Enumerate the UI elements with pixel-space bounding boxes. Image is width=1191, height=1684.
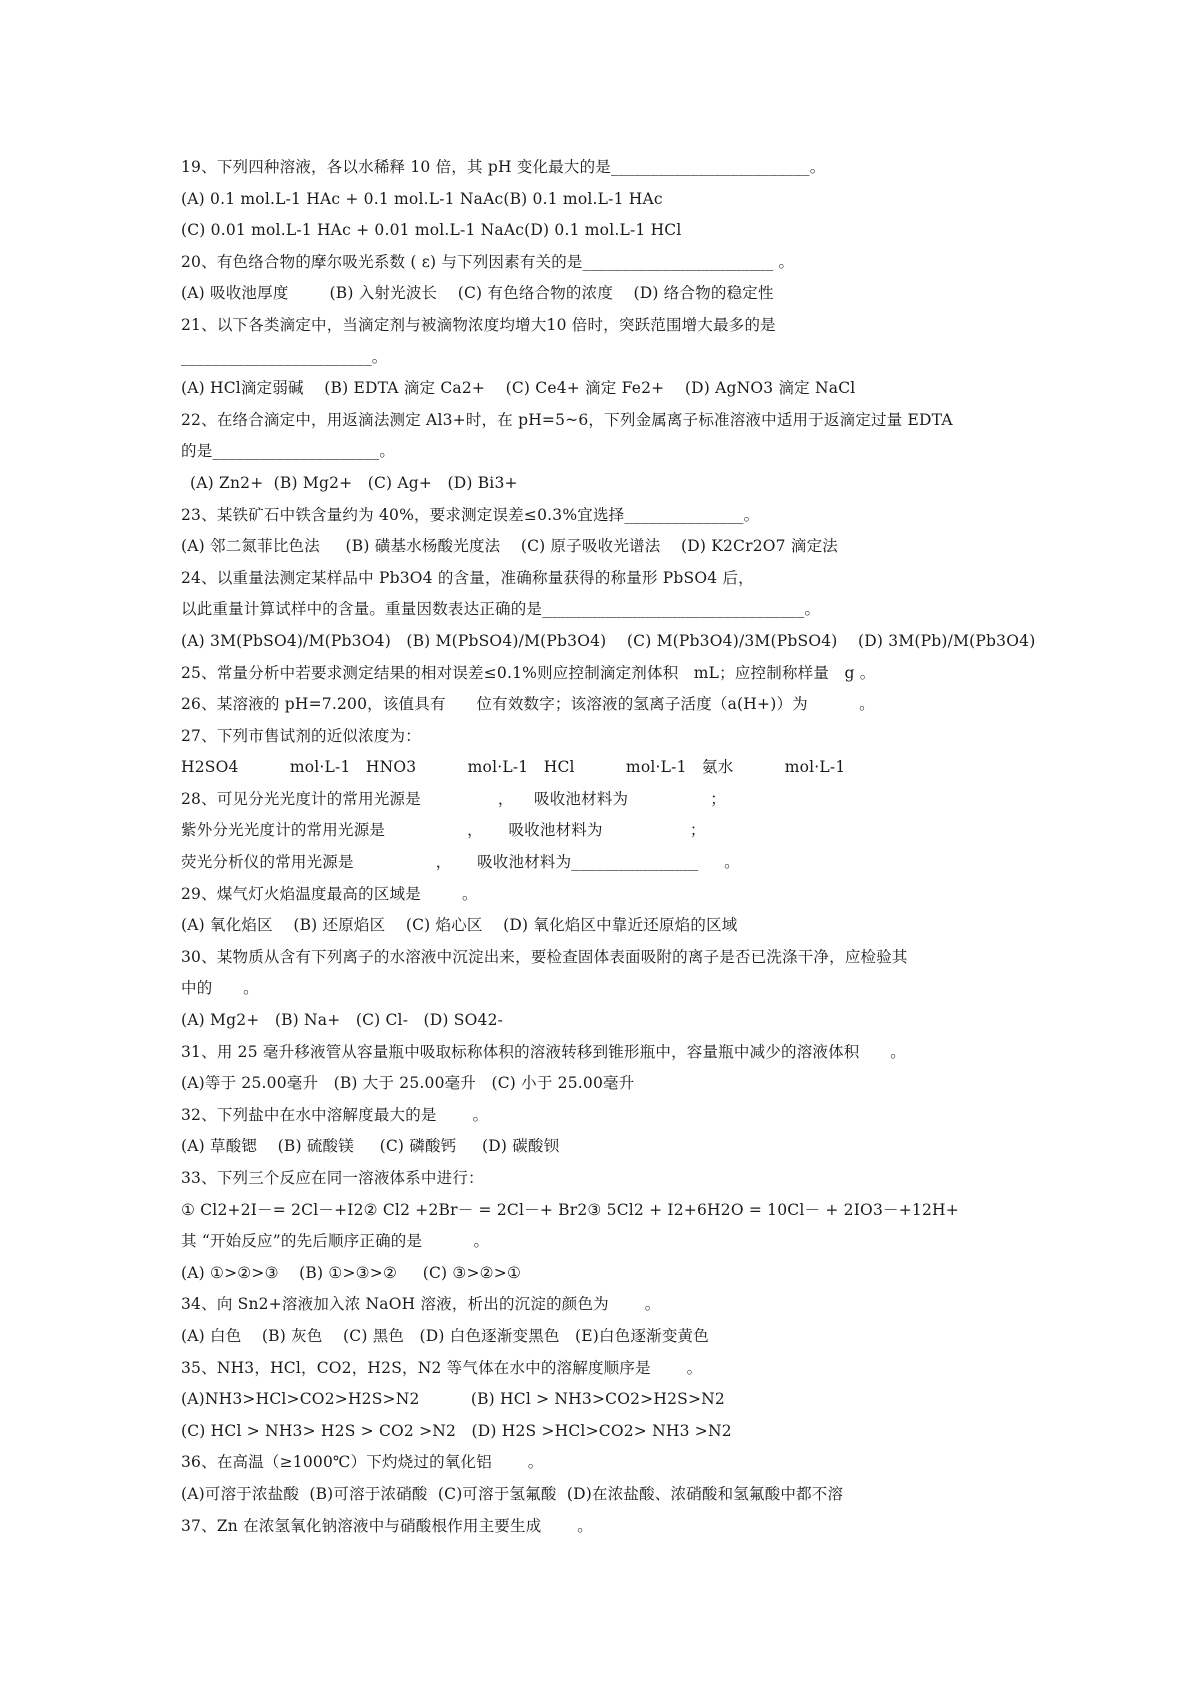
q32-options: (A) 草酸锶 (B) 硫酸镁 (C) 磷酸钙 (D) 碳酸钡 (181, 1137, 560, 1156)
q30-stem-cont: 中的 。 (181, 979, 259, 998)
q22-stem-cont: 的是_____________________。 (181, 442, 396, 461)
q36-options: (A)可溶于浓盐酸 (B)可溶于浓硝酸 (C)可溶于氢氟酸 (D)在浓盐酸、浓硝酸和氢氟酸中都不溶 (181, 1484, 844, 1503)
q19-options-cd: (C) 0.01 mol.L-1 HAc + 0.01 mol.L-1 NaAc(D) 0.1 mol.L-1 HCl (181, 221, 682, 240)
q23-options: (A) 邻二氮菲比色法 (B) 磺基水杨酸光度法 (C) 原子吸收光谱法 (D) K2Cr2O7 滴定法 (181, 537, 838, 556)
q35-stem: 35、NH3，HCl，CO2，H2S，N2 等气体在水中的溶解度顺序是 。 (181, 1358, 703, 1377)
q23-stem: 23、某铁矿石中铁含量约为 40%，要求测定误差≤0.3%宜选择_______________。 (181, 505, 760, 524)
q34-options: (A) 白色 (B) 灰色 (C) 黑色 (D) 白色逐渐变黑色 (E)白色逐渐变黄色 (181, 1326, 709, 1345)
q34-stem: 34、向 Sn2+溶液加入浓 NaOH 溶液，析出的沉淀的颜色为 。 (181, 1295, 661, 1314)
q31-stem: 31、用 25 毫升移液管从容量瓶中吸取标称体积的溶液转移到锥形瓶中，容量瓶中减少的溶液体积 。 (181, 1042, 906, 1061)
q22-stem: 22、在络合滴定中，用返滴法测定 Al3+时，在 pH=5~6，下列金属离子标准溶液中适用于返滴定过量 EDTA (181, 410, 953, 429)
q37-stem: 37、Zn 在浓氢氧化钠溶液中与硝酸根作用主要生成 。 (181, 1516, 593, 1535)
q35-options-ab: (A)NH3>HCl>CO2>H2S>N2 (B) HCl > NH3>CO2>H2S>N2 (181, 1390, 725, 1409)
q30-options: (A) Mg2+ (B) Na+ (C) Cl- (D) SO42- (181, 1011, 504, 1030)
q33-reactions: ① Cl2+2I－= 2Cl－+I2② Cl2 +2Br－ = 2Cl－+ Br2③ 5Cl2 + I2+6H2O = 10Cl－ + 2IO3－+12H+ (181, 1200, 959, 1219)
q27-reagents: H2SO4 mol·L-1 HNO3 mol·L-1 HCl mol·L-1 氨水 mol·L-1 (181, 758, 846, 777)
q31-options: (A)等于 25.00毫升 (B) 大于 25.00毫升 (C) 小于 25.00毫升 (181, 1074, 635, 1093)
q26-stem: 26、某溶液的 pH=7.200，该值具有 位有效数字；该溶液的氢离子活度（a(H+)）为 。 (181, 695, 875, 714)
q28-uv: 紫外分光光度计的常用光源是 ， 吸收池材料为 ； (181, 821, 706, 840)
q21-blank: ________________________。 (181, 347, 388, 366)
q28-visible: 28、可见分光光度计的常用光源是 ， 吸收池材料为 ； (181, 789, 726, 808)
q22-options: (A) Zn2+ (B) Mg2+ (C) Ag+ (D) Bi3+ (190, 473, 518, 492)
q33-options: (A) ①>②>③ (B) ①>③>② (C) ③>②>① (181, 1263, 522, 1282)
q24-stem-cont: 以此重量计算试样中的含量。重量因数表达正确的是_________________________________。 (181, 600, 821, 619)
q21-options: (A) HCl滴定弱碱 (B) EDTA 滴定 Ca2+ (C) Ce4+ 滴定 Fe2+ (D) AgNO3 滴定 NaCl (181, 379, 856, 398)
q24-stem: 24、以重量法测定某样品中 Pb3O4 的含量，准确称量获得的称量形 PbSO4 后， (181, 568, 754, 587)
exam-page (181, 152, 1081, 1542)
q25-stem: 25、常量分析中若要求测定结果的相对误差≤0.1%则应控制滴定剂体积 mL；应控制称样量 g 。 (181, 663, 876, 682)
q29-stem: 29、煤气灯火焰温度最高的区域是 。 (181, 884, 478, 903)
q21-stem: 21、以下各类滴定中，当滴定剂与被滴物浓度均增大10 倍时，突跃范围增大最多的是 (181, 315, 776, 334)
q33-stem: 33、下列三个反应在同一溶液体系中进行： (181, 1169, 484, 1187)
q27-stem: 27、下列市售试剂的近似浓度为： (181, 726, 421, 745)
q36-stem: 36、在高温（≥1000℃）下灼烧过的氧化铝 。 (181, 1453, 544, 1472)
q29-options: (A) 氧化焰区 (B) 还原焰区 (C) 焰心区 (D) 氧化焰区中靠近还原焰的区域 (181, 916, 738, 935)
q30-stem: 30、某物质从含有下列离子的水溶液中沉淀出来，要检查固体表面吸附的离子是否已洗涤干净，应检验其 (181, 947, 908, 966)
q19-stem: 19、下列四种溶液，各以水稀释 10 倍，其 pH 变化最大的是_________________________。 (181, 158, 826, 176)
q35-options-cd: (C) HCl > NH3> H2S > CO2 >N2 (D) H2S >HCl>CO2> NH3 >N2 (181, 1421, 732, 1440)
q33-question: 其 “开始反应”的先后顺序正确的是 。 (181, 1232, 490, 1251)
q32-stem: 32、下列盐中在水中溶解度最大的是 。 (181, 1105, 489, 1124)
q20-stem: 20、有色络合物的摩尔吸光系数 ( ε) 与下列因素有关的是________________________ 。 (181, 252, 795, 271)
q24-options: (A) 3M(PbSO4)/M(Pb3O4) (B) M(PbSO4)/M(Pb3O4) (C) M(Pb3O4)/3M(PbSO4) (D) 3M(Pb)/M(Pb3O4) (181, 631, 1036, 650)
q28-fluorescence: 荧光分析仪的常用光源是 ， 吸收池材料为________________ 。 (181, 853, 740, 872)
q20-options: (A) 吸收池厚度 (B) 入射光波长 (C) 有色络合物的浓度 (D) 络合物的稳定性 (181, 284, 774, 303)
q19-options-ab: (A) 0.1 mol.L-1 HAc + 0.1 mol.L-1 NaAc(B) 0.1 mol.L-1 HAc (181, 189, 663, 208)
